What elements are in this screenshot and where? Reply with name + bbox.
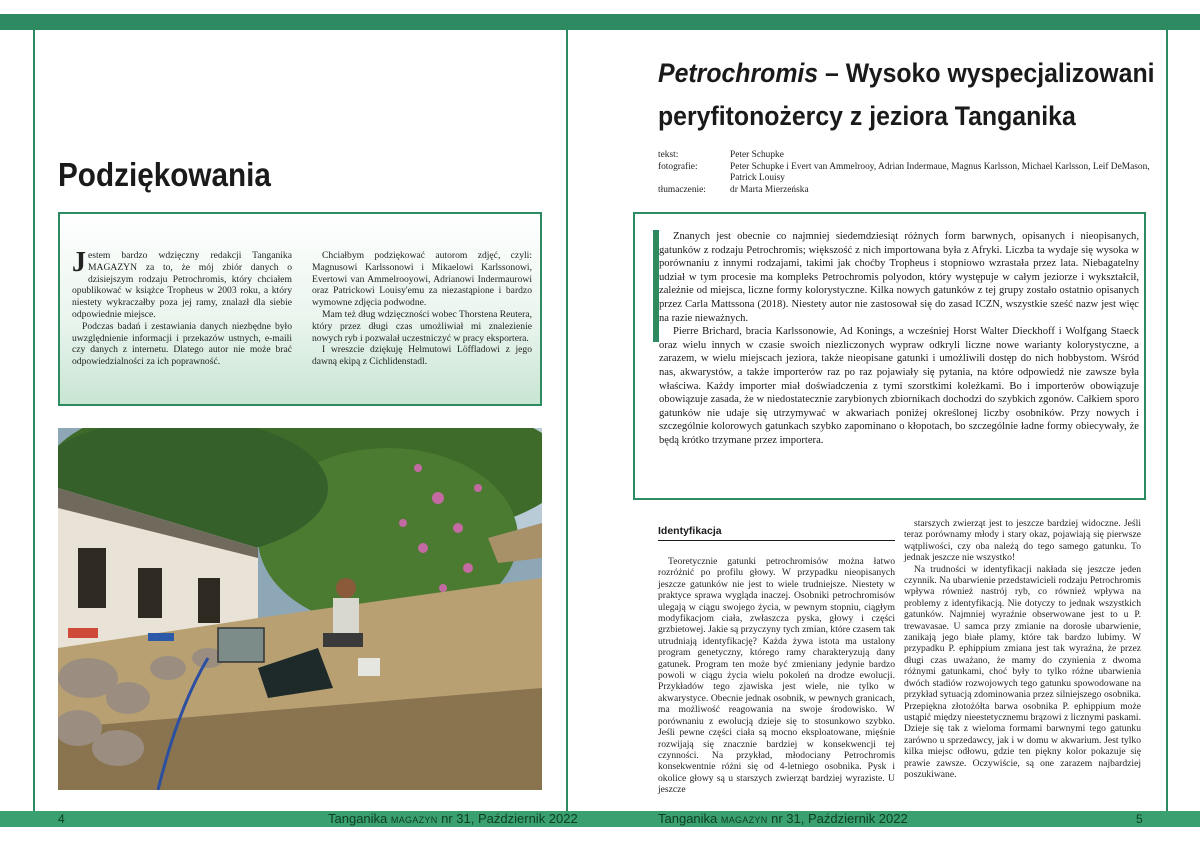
body-paragraph: Na trudności w identyfikacji nakłada się jeszcze jeden czynnik. Na ubarwienie przedstawicieli rodzaju Petrochromis wpływa również nastrój ryb, co również wpływa na problemy z identyfikacją. Nie dotyczy to jednak wszystkich gatunków. Najmniej wyraźnie obserwowane jest to u P. trewavasae. U samca przy zmianie na dorosłe ubarwienie, zanikają jego białe plamy, które tak bardzo lubimy. W przypadku P. ephippium zmiana jest tak wyraźna, że przez długi czas uważano, że mamy do czynienia z dwoma różnymi gatunkami, choć były to tylko różne ubarwienia dwóch stadiów rozwojowych tego gatunku spowodowane na przykład sytuacją zdominowania przez silniejszego osobnika. Przepiękna złotożółta barwa osobnika P. ephippium może ustąpić między nieestetycznemu brązowi z licznymi paskami. Dzieje się tak z wieloma formami barwnymi tego gatunku zarówno u sprzedawcy, jak i w domu w akwarium. Jest tylko kilka miejsc odłowu, gdzie ten piękny kolor pokazuje się prawie zawsze. Oczywiście, są one zarazem najbardziej poszukiwane. bbox=[904, 563, 1141, 780]
article-title bbox=[658, 52, 1155, 138]
section-rule bbox=[658, 540, 895, 541]
body-paragraph: starszych zwierząt jest to jeszcze bardziej widoczne. Jeśli teraz porównamy młody i stary okaz, pojawiają się pierwsze wątpliwości, czy oba należą do tego samego gatunku. To jednak jeszcze nie wszystko! bbox=[904, 518, 1141, 564]
photo-man-at-aquarium-outdoors bbox=[58, 428, 542, 790]
dropcap: J bbox=[72, 247, 86, 278]
section-heading: Identyfikacja bbox=[658, 525, 722, 537]
footer-magazine-right: Tanganika MAGAZYN nr 31, Październik 2022 bbox=[658, 811, 908, 826]
article-title-line-1: Petrochromis – Wysoko wyspecjalizowani bbox=[658, 58, 1155, 88]
page-number-left: 4 bbox=[58, 812, 65, 826]
ack-paragraph: Mam też dług wdzięczności wobec Thorstena Reutera, który przez długi czas umożliwiał mi znalezienie nowych ryb i pozwalał uczestniczyć w pracy eksportera. bbox=[312, 308, 533, 344]
bottom-green-bar bbox=[0, 811, 1200, 827]
body-column-2 bbox=[904, 518, 1141, 780]
body-paragraph: Teoretycznie gatunki petrochromisów można łatwo rozróżnić po profilu głowy. W przypadku nieopisanych jeszcze gatunków nie jest to wiele trudniejsze. Niestety w praktyce sprawa wygląda inaczej. Osobniki petrochromisów ulegają w ciągu swojego życia, w pewnym stopniu, ciągłym modyfikacjom ciała, zwłaszcza pyska, głowy i części grzbietowej. Jakie są przyczyny tych zmian, które czasem tak utrudniają identyfikację? Każda żywa istota ma ustalony program genetyczny, którego ramy charakteryzują dany gatunek. Program ten może być zmieniany jedynie bardzo powoli w ciągu życia wielu pokoleń na drodze ewolucji. Przykładów tego zjawiska jest wiele, nie tylko w akwarystyce. Obecnie jednak osobnik, w pewnych granicach, ma możliwość reagowania na swoje środowisko. W porównaniu z ewolucją dzieje się to stosunkowo szybko. Jeśli pewne części ciała są mocno eksploatowane, mięśnie rozwijają się znacznie bardziej w konsekwencji tej czynności. Na przykład, młodociany Petrochromis konsekwentnie różni się od 4-letniego osobnika. Pysk i okolice głowy są u starszych zwierząt bardziej wyraziste. U jeszcze bbox=[658, 556, 895, 796]
acknowledgements-column-2 bbox=[312, 250, 532, 368]
ack-paragraph: I wreszcie dziękuję Helmutowi Löffladowi z jego dawną ekipą z Cichlidenstadl. bbox=[312, 344, 532, 368]
article-intro-text bbox=[659, 230, 1139, 448]
page-number-right: 5 bbox=[1136, 812, 1143, 826]
photo-illustration bbox=[58, 428, 542, 790]
intro-paragraph: Znanych jest obecnie co najmniej siedemdziesiąt różnych form barwnych, opisanych i nieopisanych, gatunków z rodzaju Petrochromis; większość z nich importowana była z Afryki. Liczba ta wydaje się wysoka w porównaniu z innymi rodzajami, takimi jak choćby Tropheus i stopniowo wzrastała przez lata. Niebagatelny udział w tym procesie ma kompleks Petrochromis polyodon, który występuje w całym jeziorze i wykształcił, zależnie od miejsca, liczne formy kolorystyczne. Kilka nowych gatunków z tej grupy zostało ostatnio opisanych przez Carla Mattssona (2018). Niestety autor nie zastosował się do zasad ICZN, wszystkie sześć nazw jest więc na razie nieważnych. bbox=[659, 231, 1139, 324]
credit-row: tekst: Peter Schupke bbox=[658, 150, 784, 160]
footer-magazine-left: Tanganika MAGAZYN nr 31, Październik 2022 bbox=[328, 811, 578, 826]
acknowledgements-column-1 bbox=[72, 247, 292, 368]
right-page-frame-right bbox=[1166, 30, 1168, 812]
article-intro-box bbox=[633, 212, 1146, 500]
acknowledgements-box bbox=[58, 212, 542, 406]
page-title-acknowledgements: Podziękowania bbox=[58, 156, 271, 193]
top-green-bar bbox=[0, 14, 1200, 30]
left-page-frame-left bbox=[33, 30, 35, 812]
ack-paragraph: Jestem bardzo wdzięczny redakcji Tanganika MAGAZYN za to, że mój zbiór danych o dzisiejszym rodzaju Petrochromis, który chciałem opublikować w książce Tropheus w 2003 roku, a który niestety wykraczałby poza jej ramy, znalazł dla siebie odpowiednie miejsce. bbox=[72, 247, 292, 320]
left-page-frame-right bbox=[566, 30, 568, 812]
article-title-line-2: peryfitonożercy z jeziora Tanganika bbox=[658, 101, 1076, 131]
credit-row: fotografie: Peter Schupke i Evert van Ammelrooy, Adrian Indermaue, Magnus Karlsson, Michael Karlsson, Leif DeMason, Patrick Louisy bbox=[658, 161, 1150, 184]
ack-paragraph: Chciałbym podziękować autorom zdjęć, czyli: Magnusowi Karlssonowi i Mikaelowi Karlssonowi, Evertowi van Ammelrooyowi, Adrianowi Indermaurowi oraz Patrickowi Louisy'emu za niezastąpione i bardzo wymowne zdjęcia podwodne. bbox=[312, 250, 532, 309]
article-credits bbox=[658, 150, 1170, 196]
ack-paragraph: Podczas badań i zestawiania danych niezbędne było uwzględnienie informacji i przekazów ustnych, e-maili czy danych z internetu. Dlatego autor nie może brać odpowiedzialności za ich poprawność. bbox=[72, 320, 292, 368]
intro-paragraph: Pierre Brichard, bracia Karlssonowie, Ad Konings, a wcześniej Horst Walter Dieckhoff i Wolfgang Staeck oraz wielu innych w czasie swoich niezliczonych wypraw odkryli liczne nowe warianty kolorystyczne, a zarazem, w wielu miejscach jeziora, także nieopisane gatunki i umożliwili dostęp do nich hobbystom. Wśród nas, akwarystów, a także importerów raz po raz pojawiały się pytania, na które odpowiedź nie zawsze była właściwa. Każdy importer miał doświadczenia z tymi szorstkimi koleżkami. Bo i importerów obowiązuje obowiązuje zasada, że w niedostatecznie zarybionych zbiornikach dochodzi do szybkich zgonów. Całkiem sporo gatunków nie udaje się utrzymywać w akwariach poniżej określonej liczby osobników. Przy nowych i szczególnie kolorowych gatunkach szybko zapominano o kłopotach, bo szczególnie ładne formy obiecywały, że będą krótko trzymane przez importera. bbox=[659, 326, 1139, 446]
body-column-1 bbox=[658, 556, 895, 796]
credit-row: tłumaczenie: dr Marta Mierzeńska bbox=[658, 184, 809, 195]
